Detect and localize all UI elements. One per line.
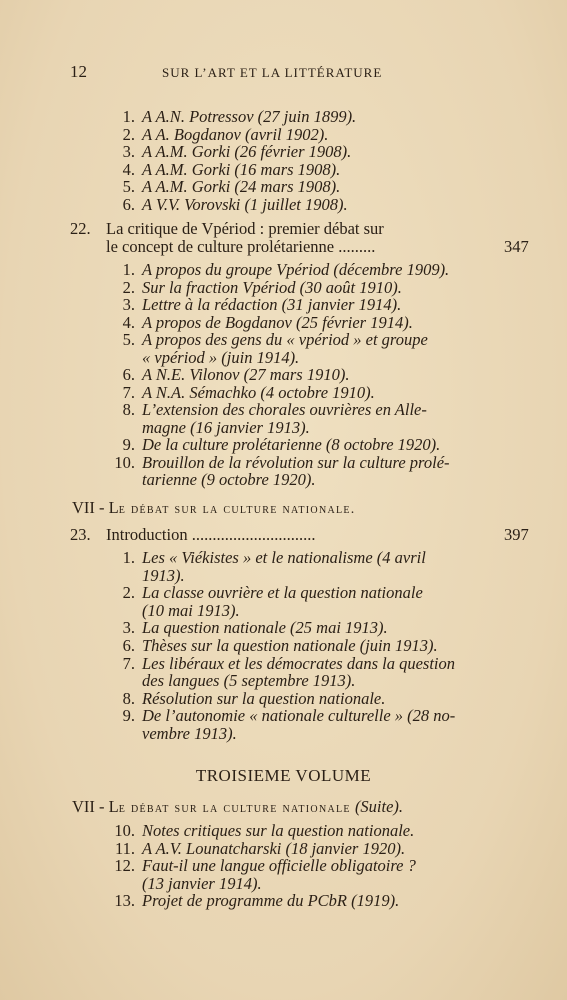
entry-title: La classe ouvrière et la question nationale — [142, 583, 423, 603]
entry-number: 3. — [122, 295, 135, 314]
entry-title: De la culture prolétarienne (8 octobre 1920). — [142, 435, 441, 454]
chapter-23-number: 23. — [70, 525, 91, 544]
entry-number: 11. — [114, 838, 135, 858]
entry-title: A A.M. Gorki (16 mars 1908). — [142, 159, 341, 179]
chapter-23-page: 397 — [504, 525, 529, 544]
entry-title: (10 mai 1913). — [142, 600, 240, 620]
entry-title: A V.V. Vorovski (1 juillet 1908). — [142, 195, 348, 214]
entry-title: Sur la fraction Vpériod (30 août 1910). — [142, 277, 402, 297]
entry-number: 2. — [122, 583, 135, 603]
chapter-22-number: 22. — [70, 219, 91, 238]
entry-number: 2. — [122, 124, 135, 144]
chapter-22-page: 347 — [504, 237, 529, 256]
entry-number: 7. — [122, 382, 135, 402]
entry-number: 8. — [122, 688, 135, 708]
entry-title: A A.M. Gorki (24 mars 1908). — [142, 177, 341, 197]
entry-title: A A.V. Lounatcharski (18 janvier 1920). — [142, 838, 406, 858]
entry-number: 2. — [122, 277, 135, 297]
entry-title: La question nationale (25 mai 1913). — [142, 618, 388, 638]
page-header — [70, 62, 537, 84]
entry-title: magne (16 janvier 1913). — [142, 417, 310, 437]
entry-title: Brouillon de la révolution sur la culture prolé- — [142, 452, 450, 472]
entry-title: Projet de programme du PCbR (1919). — [142, 891, 400, 911]
entry-number: 10. — [114, 452, 135, 472]
entry-title: De l’autonomie « nationale culturelle » (28 no- — [142, 706, 456, 726]
page-number: 12 — [70, 62, 87, 81]
entry-title: Résolution sur la question nationale. — [142, 688, 386, 708]
volume-title: TROISIEME VOLUME — [195, 766, 372, 785]
part-vii-heading: VII - Le débat sur la culture nationale. — [72, 498, 356, 517]
entry-number: 1. — [122, 548, 135, 567]
entry-title: A N.A. Sémachko (4 octobre 1910). — [142, 382, 375, 402]
entry-number: 5. — [122, 330, 135, 349]
entry-title: A propos du groupe Vpériod (décembre 1909). — [142, 260, 450, 279]
entry-title: A A.N. Potressov (27 juin 1899). — [142, 107, 357, 126]
entry-title: Les libéraux et les démocrates dans la question — [142, 653, 456, 673]
entry-number: 5. — [122, 177, 135, 197]
entry-title: A propos des gens du « vpériod » et groupe — [142, 330, 428, 349]
dot-leader: ......... — [338, 237, 376, 256]
entry-title: Les « Viékistes » et le nationalisme (4 avril — [142, 548, 426, 567]
entry-title: A A. Bogdanov (avril 1902). — [142, 124, 329, 144]
entry-number: 9. — [122, 435, 135, 454]
entry-title: Notes critiques sur la question nationale. — [142, 821, 415, 840]
entry-title: Lettre à la rédaction (31 janvier 1914). — [142, 295, 402, 314]
chapter-23-title: Introduction .............................. — [106, 525, 316, 544]
entry-number: 6. — [122, 365, 135, 384]
entry-number: 10. — [114, 821, 135, 840]
entry-title: vembre 1913). — [142, 724, 237, 743]
entry-number: 13. — [114, 891, 135, 911]
entry-title: Thèses sur la question nationale (juin 1913). — [142, 636, 438, 655]
chapter-22-title-line2: le concept de culture prolétarienne ......... — [106, 237, 376, 256]
entry-number: 6. — [122, 195, 135, 214]
dot-leader: .............................. — [191, 525, 316, 544]
entry-number: 9. — [122, 706, 135, 726]
chapter-22-title-line1: La critique de Vpériod : premier débat sur — [106, 219, 384, 238]
entry-number: 8. — [122, 400, 135, 419]
entry-title: A N.E. Vilonov (27 mars 1910). — [142, 365, 350, 384]
entry-number: 6. — [122, 636, 135, 655]
running-title: SUR L’ART ET LA LITTÉRATURE — [162, 65, 383, 80]
entry-title: des langues (5 septembre 1913). — [142, 671, 356, 691]
entry-number: 4. — [122, 159, 135, 179]
part-vii-suite-heading: VII - Le débat sur la culture nationale (Suite). — [72, 797, 404, 816]
entry-number: 3. — [122, 618, 135, 638]
entry-title: « vpériod » (juin 1914). — [142, 347, 300, 367]
entry-number: 3. — [122, 142, 135, 162]
entry-title: Faut-il une langue officielle obligatoire ? — [142, 856, 416, 876]
entry-title: A propos de Bogdanov (25 février 1914). — [142, 312, 413, 332]
entry-title: (13 janvier 1914). — [142, 873, 262, 893]
entry-number: 4. — [122, 312, 135, 332]
entry-title: A A.M. Gorki (26 février 1908). — [142, 142, 352, 162]
entry-title: tarienne (9 octobre 1920). — [142, 470, 316, 489]
entry-number: 1. — [122, 260, 135, 279]
entry-title: L’extension des chorales ouvrières en Alle- — [142, 400, 427, 419]
entry-title: 1913). — [142, 565, 185, 585]
entry-number: 12. — [114, 856, 135, 876]
entry-number: 1. — [122, 107, 135, 126]
entry-number: 7. — [122, 653, 135, 673]
